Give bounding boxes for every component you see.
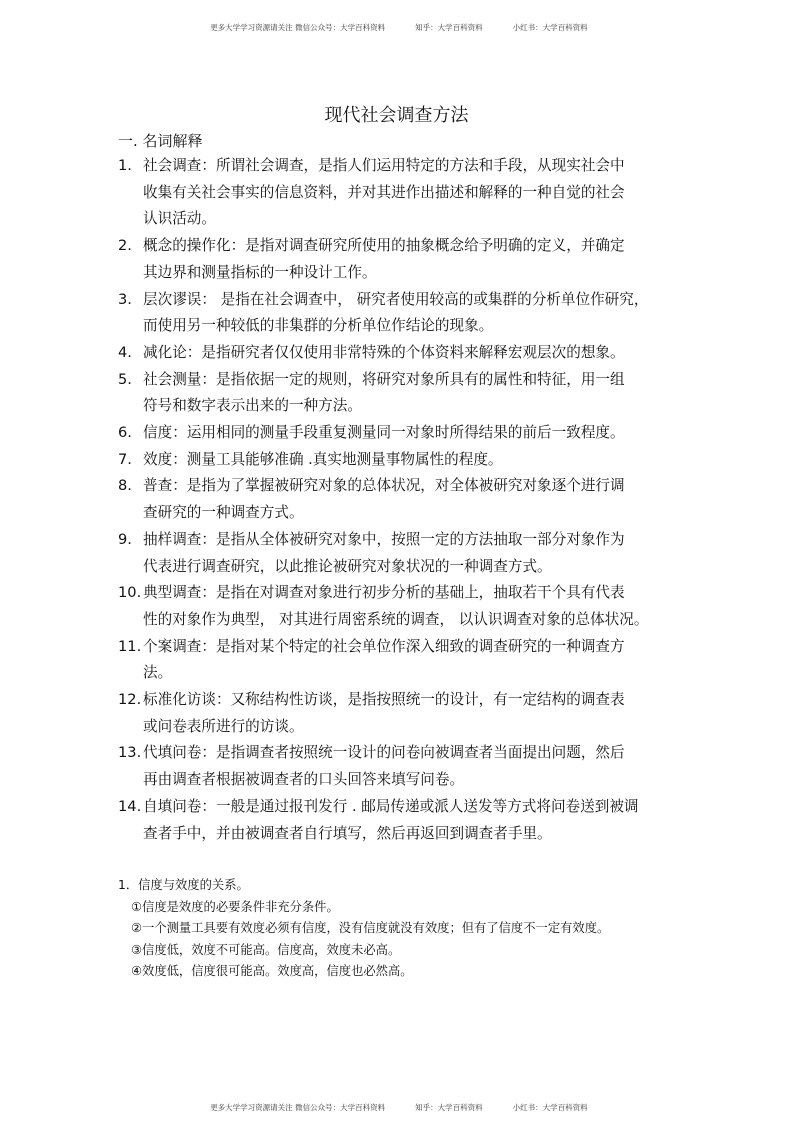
item-text	[143, 287, 648, 340]
list-item	[118, 367, 678, 420]
item-line: 标准化访谈：又称结构性访谈，是指按照统一的设计，有一定结构的调查表	[143, 691, 625, 709]
footer-banner	[0, 1093, 793, 1113]
item-line: 代表进行调查研究，以此推论被研究对象状况的一种调查方式。	[143, 557, 552, 575]
relation-point: ④效度低，信度很可能高。效度高，信度也必然高。	[131, 964, 413, 978]
item-number: 12.	[118, 691, 142, 709]
list-item	[118, 634, 678, 687]
item-text	[143, 473, 625, 526]
list-item	[118, 794, 678, 847]
page-title: 现代社会调查方法	[324, 105, 469, 126]
list-item	[118, 287, 678, 340]
item-number: 9.	[118, 530, 132, 548]
relation-section	[118, 875, 609, 983]
item-number: 11.	[118, 637, 142, 655]
item-text	[143, 233, 625, 286]
item-line: 概念的操作化：是指对调查研究所使用的抽象概念给予明确的定义，并确定	[143, 237, 625, 255]
item-line: 而使用另一种较低的非集群的分析单位作结论的现象。	[143, 317, 494, 335]
banner-wechat: 更多大学学习资源请关注 微信公众号：大学百科资料	[210, 1103, 386, 1112]
item-text	[143, 340, 625, 367]
item-line: 自填问卷：一般是通过报刊发行 . 邮局传递或派人送发等方式将问卷送到被调	[143, 797, 639, 815]
item-text	[143, 740, 625, 793]
list-item	[118, 420, 678, 447]
item-number: 8.	[118, 477, 132, 495]
item-text	[143, 580, 648, 633]
item-text	[143, 447, 503, 474]
banner-wechat: 更多大学学习资源请关注 微信公众号：大学百科资料	[210, 23, 386, 32]
item-text	[143, 153, 625, 233]
item-line: 其边界和测量指标的一种设计工作。	[143, 263, 377, 281]
item-line: 查者手中，并由被调查者自行填写，然后再返回到调查者手里。	[143, 824, 552, 842]
item-text	[143, 687, 625, 740]
item-number: 5.	[118, 370, 132, 388]
item-number: 13.	[118, 744, 142, 762]
item-line: 层次谬误： 是指在社会调查中， 研究者使用较高的或集群的分析单位作研究，	[143, 290, 649, 308]
banner-xiaohongshu: 小红书：大学百科资料	[512, 1103, 588, 1112]
item-line: 个案调查：是指对某个特定的社会单位作深入细致的调查研究的一种调查方	[143, 637, 625, 655]
item-text	[143, 420, 625, 447]
item-line: 性的对象作为典型， 对其进行周密系统的调查， 以认识调查对象的总体状况。	[143, 610, 649, 628]
banner-zhihu: 知乎：大学百科资料	[415, 1103, 483, 1112]
item-line: 信度：运用相同的测量手段重复测量同一对象时所得结果的前后一致程度。	[143, 424, 625, 442]
item-line: 社会测量：是指依据一定的规则，将研究对象所具有的属性和特征，用一组	[143, 370, 625, 388]
item-line: 法。	[143, 664, 173, 682]
item-number: 4.	[118, 343, 132, 361]
list-item	[118, 153, 678, 233]
section-heading: 一. 名词解释	[118, 132, 203, 150]
item-number: 1.	[118, 157, 132, 174]
item-text	[143, 794, 639, 847]
definition-list	[118, 153, 678, 847]
item-text	[143, 634, 625, 687]
item-text	[143, 527, 625, 580]
item-line: 减化论：是指研究者仅仅使用非常特殊的个体资料来解释宏观层次的想象。	[143, 343, 625, 361]
item-line: 认识活动。	[143, 210, 216, 228]
item-line: 或问卷表所进行的访谈。	[143, 717, 304, 735]
list-item	[118, 687, 678, 740]
relation-point: ③信度低，效度不可能高。信度高，效度未必高。	[131, 942, 401, 957]
list-item	[118, 580, 678, 633]
relation-heading: 1．信度与效度的关系。	[118, 878, 249, 892]
list-item	[118, 447, 678, 474]
item-number: 3.	[118, 290, 132, 308]
list-item	[118, 527, 678, 580]
relation-point: ①信度是效度的必要条件非充分条件。	[131, 899, 339, 914]
item-line: 收集有关社会事实的信息资料，并对其进作出描述和解释的一种自觉的社会	[143, 183, 625, 201]
list-item	[118, 473, 678, 526]
item-line: 效度：测量工具能够准确 .真实地测量事物属性的程度。	[143, 450, 503, 468]
banner-zhihu: 知乎：大学百科资料	[415, 23, 483, 32]
item-text	[143, 367, 625, 420]
banner-xiaohongshu: 小红书：大学百科资料	[512, 23, 588, 32]
item-number: 7.	[118, 450, 132, 468]
list-item	[118, 233, 678, 286]
item-line: 符号和数字表示出来的一种方法。	[143, 397, 362, 415]
item-number: 6.	[118, 424, 132, 442]
item-line: 社会调查：所谓社会调查，是指人们运用特定的方法和手段，从现实社会中	[143, 157, 625, 174]
list-item	[118, 740, 678, 793]
relation-point: ②一个测量工具要有效度必须有信度，没有信度就没有效度；但有了信度不一定有效度。	[131, 921, 610, 935]
item-number: 10.	[118, 584, 142, 602]
item-line: 普查：是指为了掌握被研究对象的总体状况，对全体被研究对象逐个进行调	[143, 477, 625, 495]
item-number: 2.	[118, 237, 132, 255]
header-banner	[0, 13, 793, 33]
item-line: 再由调查者根据被调查者的口头回答来填写问卷。	[143, 771, 465, 789]
item-line: 典型调查：是指在对调查对象进行初步分析的基础上，抽取若干个具有代表	[143, 584, 625, 602]
item-line: 抽样调查：是指从全体被研究对象中，按照一定的方法抽取一部分对象作为	[143, 530, 625, 548]
item-line: 代填问卷：是指调查者按照统一设计的问卷向被调查者当面提出问题，然后	[143, 744, 625, 762]
list-item	[118, 340, 678, 367]
item-number: 14.	[118, 797, 142, 815]
item-line: 查研究的一种调查方式。	[143, 504, 304, 522]
